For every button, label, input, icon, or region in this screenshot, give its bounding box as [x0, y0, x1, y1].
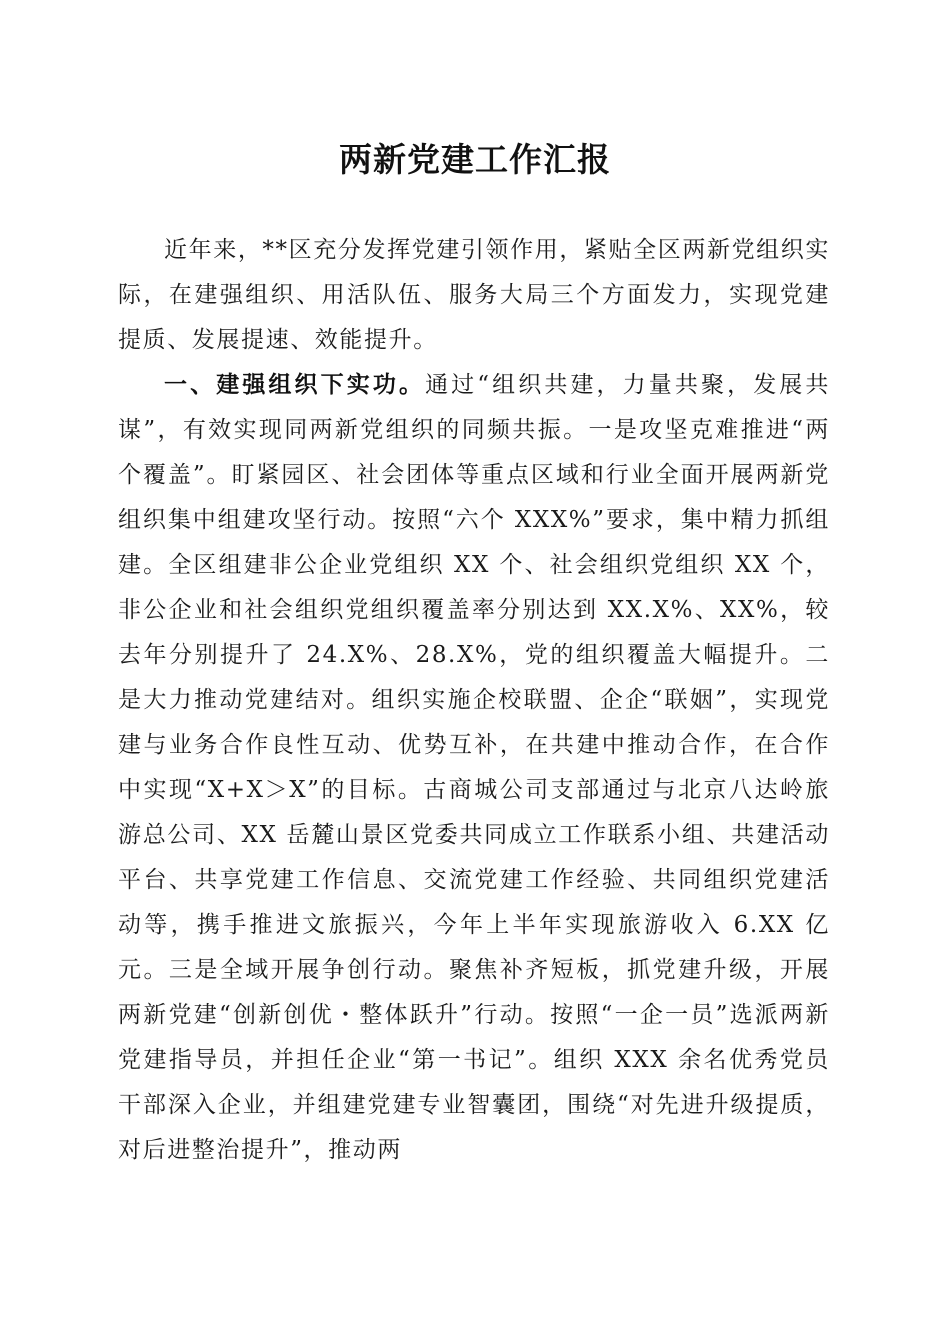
- section-one-paragraph: [118, 363, 830, 1173]
- section-one-heading: 一、建强组织下实功。: [164, 372, 426, 398]
- section-one-text: 通过“组织共建，力量共聚，发展共谋”，有效实现同两新党组织的同频共振。一是攻坚克难推进“两个覆盖”。盯紧园区、社会团体等重点区域和行业全面开展两新党组织集中组建攻坚行动。按照“六个 XXX%”要求，集中精力抓组建。全区组建非公企业党组织 XX 个、社会组织党组织 XX 个，非公企业和社会组织党组织覆盖率分别达到 XX.X%、XX%，较去年分别提升了 24.X%、28.X%，党的组织覆盖大幅提升。二是大力推动党建结对。组织实施企校联盟、企企“联姻”，实现党建与业务合作良性互动、优势互补，在共建中推动合作，在合作中实现“X+X＞X”的目标。古商城公司支部通过与北京八达岭旅游总公司、XX 岳麓山景区党委共同成立工作联系小组、共建活动平台、共享党建工作信息、交流党建工作经验、共同组织党建活动等，携手推进文旅振兴，今年上半年实现旅游收入 6.XX 亿元。三是全域开展争创行动。聚焦补齐短板，抓党建升级，开展两新党建“创新创优・整体跃升”行动。按照“一企一员”选派两新党建指导员，并担任企业“第一书记”。组织 XXX 余名优秀党员干部深入企业，并组建党建专业智囊团，围绕“对先进升级提质，对后进整治提升”，推动两: [118, 372, 831, 1163]
- document-title: 两新党建工作汇报: [339, 140, 611, 179]
- intro-paragraph: 近年来，**区充分发挥党建引领作用，紧贴全区两新党组织实际，在建强组织、用活队伍、服务大局三个方面发力，实现党建提质、发展提速、效能提升。: [118, 237, 830, 353]
- document-body: [118, 228, 830, 1173]
